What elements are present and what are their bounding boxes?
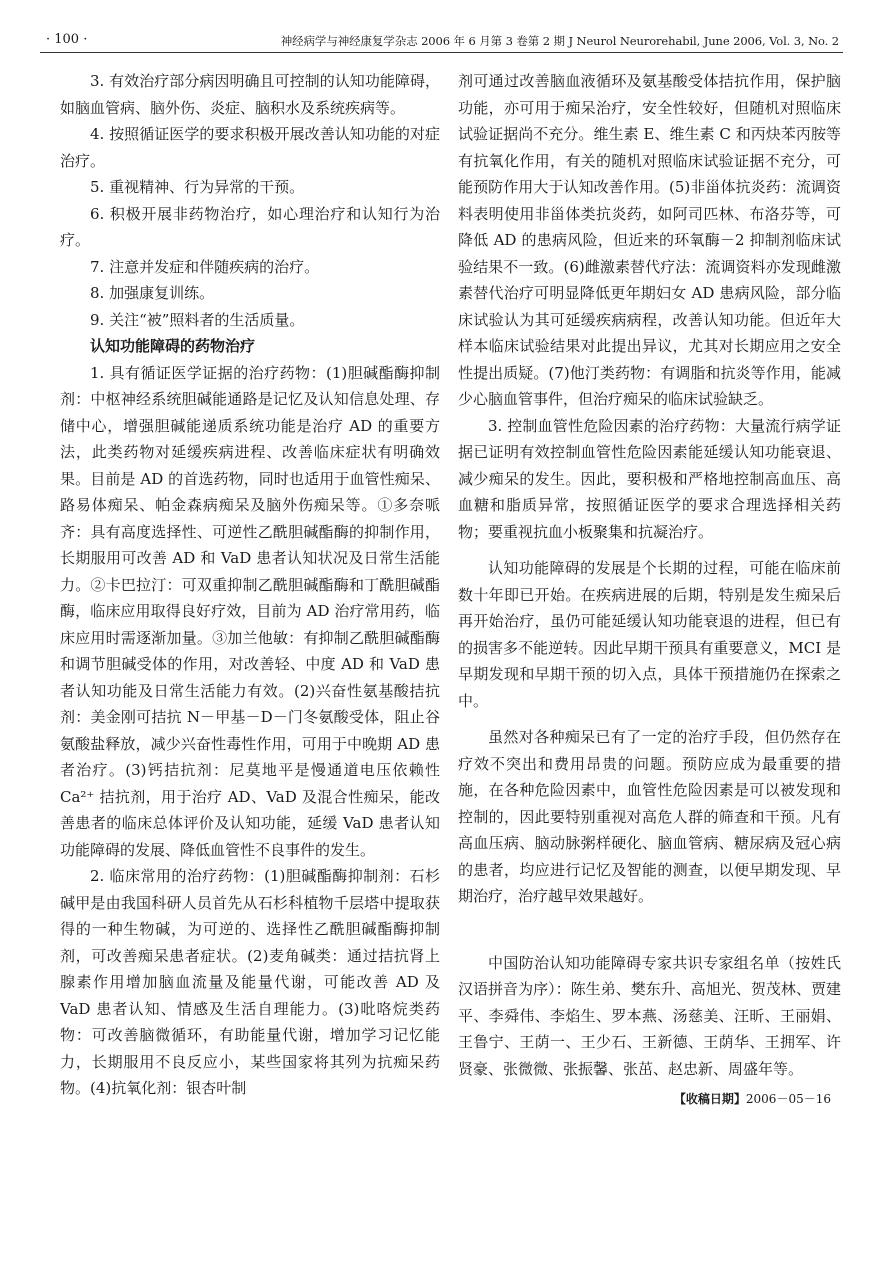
received-value: 2006－05－16 bbox=[745, 1092, 831, 1106]
paragraph: 虽然对各种痴呆已有了一定的治疗手段，但仍然存在疗效不突出和费用昂贵的问题。预防应成为最重要的措施，在各种危险因素中，血管性危险因素是可以被发现和控制的，因此要特别重视对高危人群的筛查和干预。凡有高血压病、脑动脉粥样硬化、脑血管病、糖尿病及冠心病的患者，均应进行记忆及智能的测查，以便早期发现、早期治疗，治疗越早效果越好。 bbox=[458, 728, 841, 905]
received-label: 【收稿日期】 bbox=[673, 1092, 746, 1106]
running-header bbox=[40, 30, 843, 53]
paragraph-title: 1. 具有循证医学证据的治疗药物： bbox=[90, 363, 326, 382]
paragraph bbox=[60, 360, 440, 864]
paragraph bbox=[458, 413, 841, 546]
paragraph: 认知功能障碍的发展是个长期的过程，可能在临床前数十年即已开始。在疾病进展的后期，特别是发生痴呆后再开始治疗，虽仍可能延缓认知功能衰退的进程，但已有的损害多不能逆转。因此早期干预具有重要意义，MCI 是早期发现和早期干预的切入点，具体干预措施仍在探索之中。 bbox=[458, 559, 841, 710]
paragraph: 8. 加强康复训练。 bbox=[90, 284, 215, 302]
paragraph-body: 大量流行病学证据已证明有效控制血管性危险因素能延缓认知功能衰退、减少痴呆的发生。因此，要积极和严格地控制高血压、高血糖和脂质异常，按照循证医学的要求合理选择相关药物；要重视抗血小板聚集和抗凝治疗。 bbox=[458, 416, 841, 541]
paragraph: 6. 积极开展非药物治疗，如心理治疗和认知行为治疗。 bbox=[60, 204, 440, 249]
paragraph: 9. 关注“被”照料者的生活质量。 bbox=[90, 310, 305, 329]
paragraph-body: (1)胆碱酯酶抑制剂：石杉碱甲是由我国科研人员首先从石杉科植物千层塔中提取获得的一种生物碱，为可逆的、选择性乙酰胆碱酯酶抑制剂，可改善痴呆患者症状。(2)麦角碱类：通过拮抗肾上腺素作用增加脑血流量及能量代谢，可能改善 AD 及 VaD 患者认知、情感及生活自理能力。(3)吡咯烷类药物：可改善脑微循环，有助能量代谢，增加学习记忆能力，长期服用不良反应小，某些国家将其列为抗痴呆药物。(4)抗氧化剂：银杏叶制 bbox=[60, 867, 440, 1097]
paragraph bbox=[60, 863, 440, 1102]
paragraph-body: (1)胆碱酯酶抑制剂：中枢神经系统胆碱能通路是记忆及认知信息处理、存储中心，增强胆碱能递质系统功能是治疗 AD 的重要方法，此类药物对延缓疾病进程、改善临床症状有明确效果。目前是 AD 的首选药物，同时也适用于血管性痴呆、路易体痴呆、帕金森病痴呆及脑外伤痴呆等。①多奈哌齐：具有高度选择性、可逆性乙酰胆碱酯酶的抑制作用，长期服用可改善 AD 和 VaD 患者认知状况及日常生活能力。②卡巴拉汀：可双重抑制乙酰胆碱酯酶和丁酰胆碱酯酶，临床应用取得良好疗效，目前为 AD 治疗常用药，临床应用时需逐渐加量。③加兰他敏：有抑制乙酰胆碱酯酶和调节胆碱受体的作用，对改善轻、中度 AD 和 VaD 患者认知功能及日常生活能力有效。(2)兴奋性氨基酸拮抗剂：美金刚可拮抗 N－甲基－D－门冬氨酸受体，阻止谷氨酸盐释放，减少兴奋性毒性作用，可用于中晚期 AD 患者治疗。(3)钙拮抗剂：尼莫地平是慢通道电压依赖性 Ca²⁺ 拮抗剂，用于治疗 AD、VaD 及混合性痴呆，能改善患者的临床总体评价及认知功能，延缓 VaD 患者认知功能障碍的发展、降低血管性不良事件的发生。 bbox=[60, 363, 440, 859]
paragraph: 5. 重视精神、行为异常的干预。 bbox=[90, 178, 305, 196]
right-column bbox=[458, 68, 841, 1108]
paragraph: 4. 按照循证医学的要求积极开展改善认知功能的对症治疗。 bbox=[60, 125, 440, 170]
paragraph: 7. 注意并发症和伴随疾病的治疗。 bbox=[90, 257, 320, 276]
paragraph-title: 2. 临床常用的治疗药物： bbox=[90, 867, 265, 885]
received-date bbox=[458, 1090, 841, 1108]
paragraph: 3. 有效治疗部分病因明确且可控制的认知功能障碍，如脑血管病、脑外伤、炎症、脑积水及系统疾病等。 bbox=[60, 72, 440, 117]
paragraph-title: 3. 控制血管性危险因素的治疗药物： bbox=[488, 416, 735, 435]
journal-citation: 神经病学与神经康复学杂志 2006 年 6 月第 3 卷第 2 期 J Neurol Neurorehabil, June 2006, Vol. 3, No. 2 bbox=[280, 34, 839, 48]
page-number: · 100 · bbox=[46, 32, 88, 47]
left-column bbox=[60, 68, 440, 1102]
expert-list: 中国防治认知功能障碍专家共识专家组名单（按姓氏汉语拼音为序）：陈生弟、樊东升、高旭光、贺茂林、贾建平、李舜伟、李焰生、罗本燕、汤慈美、汪昕、王丽娟、王鲁宁、王荫一、王少石、王新德、王荫华、王拥军、许贤豪、张微微、张振馨、张茁、赵忠新、周盛年等。 bbox=[458, 953, 841, 1078]
section-heading: 认知功能障碍的药物治疗 bbox=[90, 337, 256, 355]
paragraph: 剂可通过改善脑血液循环及氨基酸受体拮抗作用，保护脑功能，亦可用于痴呆治疗，安全性较好，但随机对照临床试验证据尚不充分。维生素 E、维生素 C 和丙炔苯丙胺等有抗氧化作用，有关的随机对照临床试验证据不充分，可能预防作用大于认知改善作用。(5)非甾体抗炎药：流调资料表明使用非甾体类抗炎药，如阿司匹林、布洛芬等，可降低 AD 的患病风险，但近来的环氧酶－2 抑制剂临床试验结果不一致。(6)雌激素替代疗法：流调资料亦发现雌激素替代治疗可明显降低更年期妇女 AD 患病风险，部分临床试验认为其可延缓疾病病程，改善认知功能。但近年大样本临床试验结果对此提出异议，尤其对长期应用之安全性提出质疑。(7)他汀类药物：有调脂和抗炎等作用，能减少心脑血管事件，但治疗痴呆的临床试验缺乏。 bbox=[458, 72, 841, 408]
